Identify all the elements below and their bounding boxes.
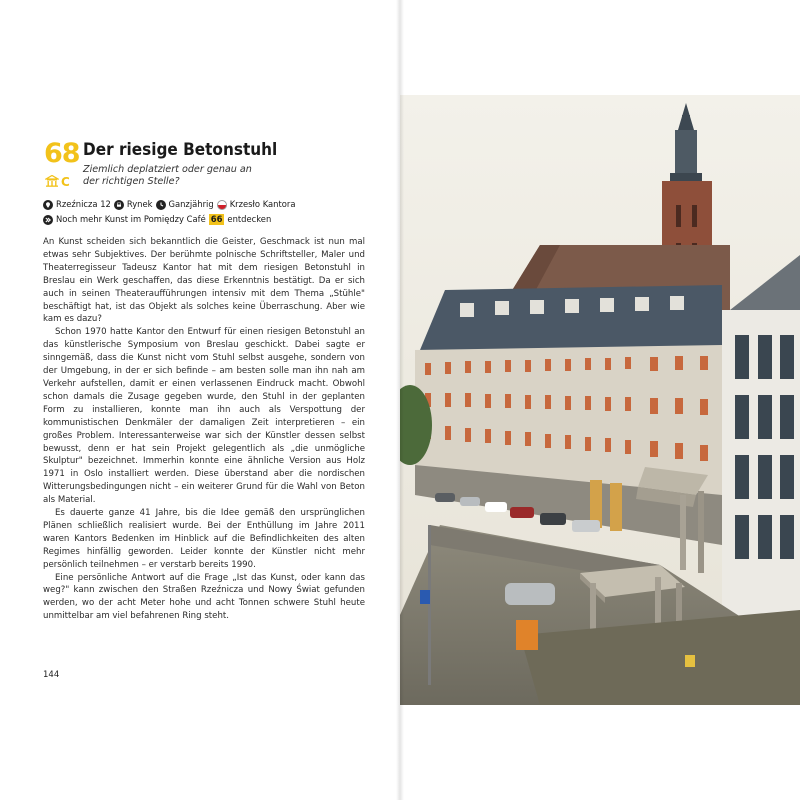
bus-icon (114, 200, 124, 210)
tip-text: Noch mehr Kunst im Pomiędzy Café (56, 214, 206, 224)
paragraph: Schon 1970 hatte Kantor den Entwurf für einen riesigen Betonstuhl an das künstlerische Symposium von Breslau geschickt. Dabei sagte er sinngemäß, dass die Kunst nicht vom Stuhl selbst ausgehe, sondern von der Umgebung, in der er sich befinde – am besten solle man ihn nah am Verkehr aufstellen, damit er einen verlassenen Eindruck macht. Obwohl schon damals die Zusage gegeben wurde, den Stuhl in der geplanten Form zu installieren, konnte man ihn auch als Verspottung der kommunistischen Denkmäler der damaligen Zeit interpretieren – ein großes Problem. Interessanterweise war sich der Künstler dessen selbst bewusst, denn er hat sein Projekt gelegentlich als „die unmögliche Skulptur" bezeichnet. Immerhin konnte eine ähnliche Version aus Holz 1971 in Oslo installiert werden. Diese überstand aber die nordischen Witterungsbedingungen nicht – ein weiterer Grund für die Wahl von Beton als Material. (43, 327, 365, 506)
info-row-main (43, 197, 363, 212)
building-icon (45, 172, 59, 191)
category-letter: C (61, 174, 70, 189)
polish-flag-icon (217, 200, 227, 210)
tip-arrow-icon (43, 215, 53, 225)
opening-hours: Ganzjährig (168, 199, 214, 209)
local-name: Krzesło Kantora (229, 199, 296, 209)
map-pin-icon (43, 200, 53, 210)
entry-category (45, 172, 70, 191)
paragraph: Es dauerte ganze 41 Jahre, bis die Idee gemäß den ursprünglichen Plänen schließlich realisiert wurde. Bei der Enthüllung im Jahre 2011 waren Kantors Bedenken im Hinblick auf die Befindlichkeiten des alten Regimes hinfällig geworden. Leider konnte der Künstler nicht mehr persönlich teilnehmen – er verstarb bereits 1990. (43, 508, 365, 570)
entry-subtitle: Ziemlich deplatziert oder genau an der richtigen Stelle? (83, 164, 252, 187)
modern-building (722, 255, 800, 640)
paragraph: Eine persönliche Antwort auf die Frage „Ist das Kunst, oder kann das weg?" kann zwischen den Straßen Rzeźnicza und Nowy Świat gefunden werden, wo der acht Meter hohe und acht Tonnen schwere Stuhl heute unmittelbar am viel befahrenen Ring steht. (43, 572, 365, 622)
address: Rzeźnicza 12 (56, 199, 111, 209)
info-bar (43, 197, 363, 227)
tip-reference-badge: 66 (210, 214, 223, 224)
transit-stop: Rynek (126, 199, 153, 209)
article-body (43, 236, 365, 623)
paragraph: An Kunst scheiden sich bekanntlich die Geister, Geschmack ist nun mal etwas sehr Subjektives. Der berühmte polnische Schriftsteller, Maler und Theaterregisseur Tadeusz Kantor hat mit dem riesigen Betonstuhl in Breslau ein Werk geschaffen, das diese Erkenntnis bestätigt. Da er sich auch in seinen Theateraufführungen intensiv mit dem Thema „Stühle" beschäftigt hat, ist das Objekt als solches keine Überraschung. Aber wie kam es dazu? (43, 237, 365, 325)
clock-icon (156, 200, 166, 210)
info-row-tip (43, 212, 363, 227)
tip-suffix: entdecken (227, 214, 272, 224)
entry-number: 68 (44, 138, 80, 169)
street-photo (400, 95, 800, 705)
page-number: 144 (43, 670, 60, 680)
entry-title: Der riesige Betonstuhl (83, 140, 278, 160)
